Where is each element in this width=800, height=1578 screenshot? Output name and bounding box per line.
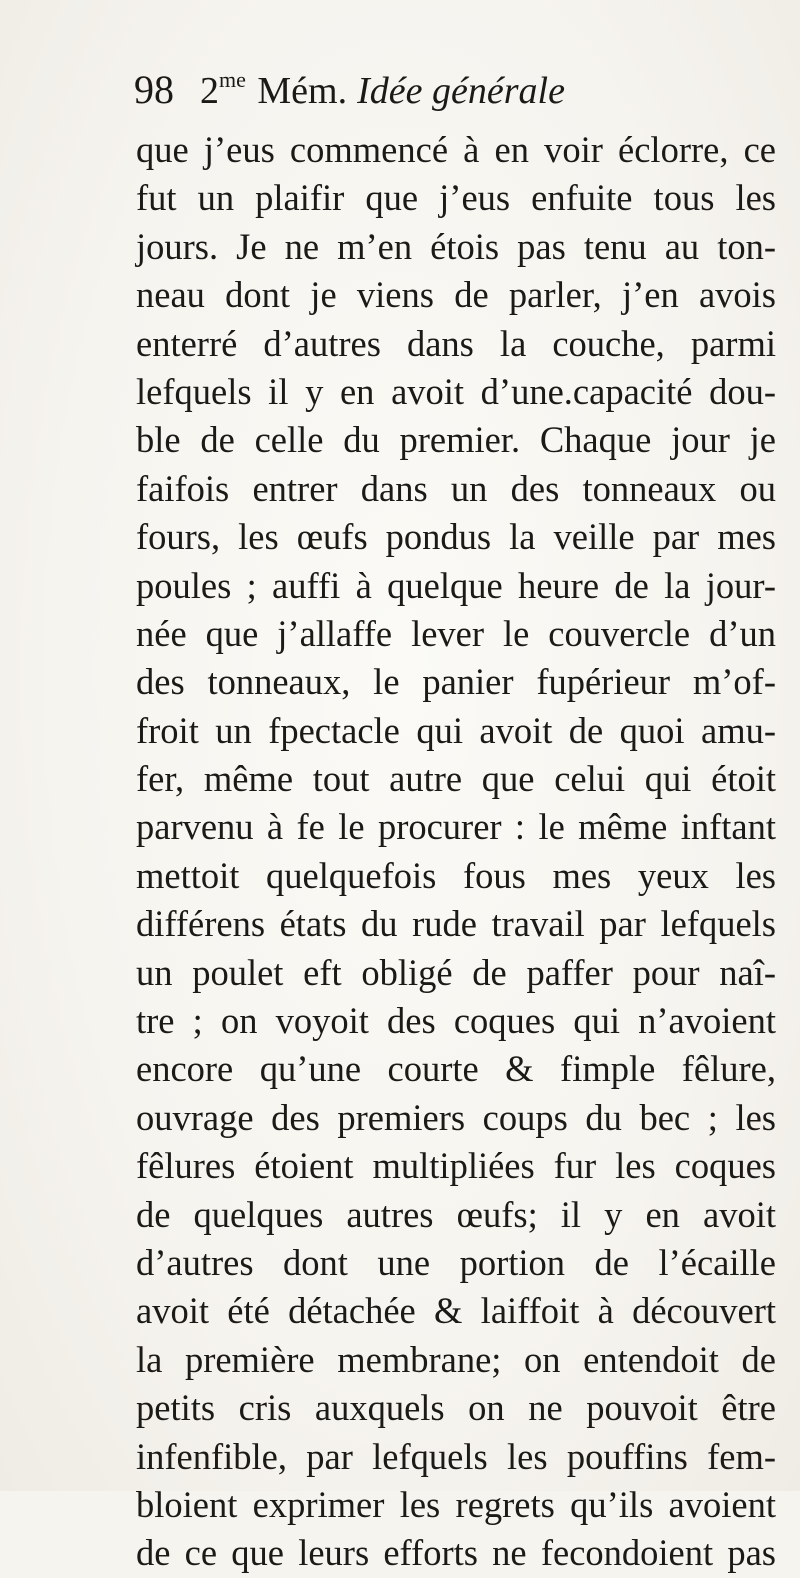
text-line: des tonneaux, le panier fupérieur m’of- <box>136 661 776 703</box>
memoir-label <box>200 67 348 112</box>
memoir-number: 2 <box>200 70 219 112</box>
text-line: fêlures étoient multipliées fur les coques <box>136 1145 776 1187</box>
text-line: encore qu’une courte & fimple fêlure, <box>136 1048 776 1090</box>
text-line: de ce que leurs efforts ne fecondoient pas <box>136 1532 776 1574</box>
text-line: différens états du rude travail par lefquels <box>136 903 776 945</box>
text-line: fut un plaifir que j’eus enfuite tous les <box>136 177 776 219</box>
body-text <box>136 126 776 1578</box>
text-line: ouvrage des premiers coups du bec ; les <box>136 1096 776 1138</box>
text-line: froit un fpectacle qui avoit de quoi amu- <box>136 709 776 751</box>
text-line: lefquels il y en avoit d’une.capacité dou- <box>136 370 776 412</box>
text-line: enterré d’autres dans la couche, parmi <box>136 322 776 364</box>
page-number: 98 <box>134 67 174 112</box>
text-line: poules ; auffi à quelque heure de la jour- <box>136 564 776 606</box>
text-line: petits cris auxquels on ne pouvoit être <box>136 1387 776 1429</box>
text-line: d’autres dont une portion de l’écaille <box>136 1241 776 1283</box>
text-line: la première membrane; on entendoit de <box>136 1338 776 1380</box>
running-title: Idée générale <box>357 70 565 112</box>
memoir-ordinal-suffix: me <box>219 67 246 92</box>
text-line: parvenu à fe le procurer : le même inftant <box>136 806 776 848</box>
text-line: bloient exprimer les regrets qu’ils avoient <box>136 1483 776 1525</box>
memoir-word: Mém. <box>257 70 348 112</box>
text-line: tre ; on voyoit des coques qui n’avoient <box>136 1000 776 1042</box>
text-line: ble de celle du premier. Chaque jour je <box>136 419 776 461</box>
text-line: fer, même tout autre que celui qui étoit <box>136 758 776 800</box>
text-line: infenfible, par lefquels les pouffins fem- <box>136 1435 776 1477</box>
text-line: faifois entrer dans un des tonneaux ou <box>136 467 776 509</box>
text-line: jours. Je ne m’en étois pas tenu au ton- <box>136 225 776 267</box>
running-header <box>134 66 774 126</box>
text-line: que j’eus commencé à en voir éclorre, ce <box>136 129 776 170</box>
text-line: mettoit quelquefois fous mes yeux les <box>136 854 776 896</box>
text-line: un poulet eft obligé de paffer pour naî- <box>136 951 776 993</box>
text-line: de quelques autres œufs; il y en avoit <box>136 1193 776 1235</box>
text-line: avoit été détachée & laiffoit à découvert <box>136 1290 776 1332</box>
text-line: née que j’allaffe lever le couvercle d’un <box>136 612 776 654</box>
text-line: fours, les œufs pondus la veille par mes <box>136 516 776 558</box>
text-line: neau dont je viens de parler, j’en avois <box>136 274 776 316</box>
